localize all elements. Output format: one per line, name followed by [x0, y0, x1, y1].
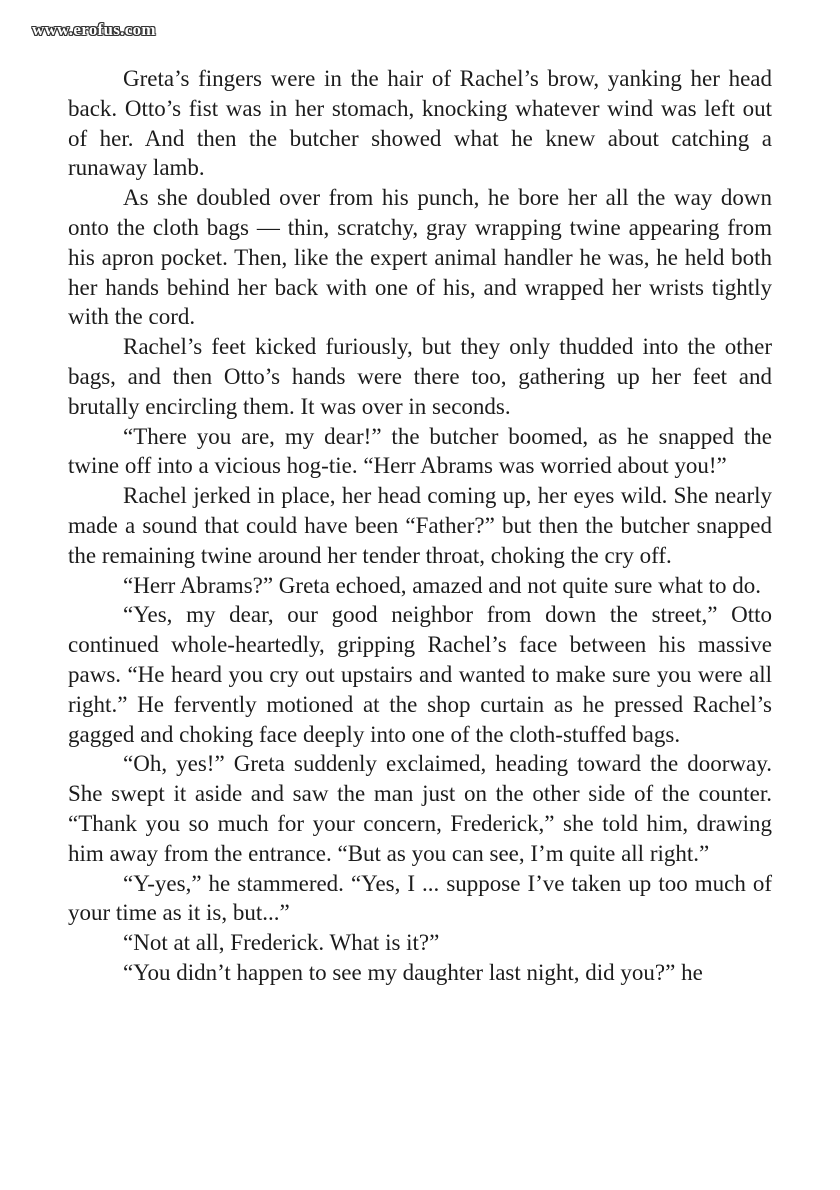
paragraph: Rachel’s feet kicked furiously, but they only thudded into the other bags, and then Otto’s hands were there too, gathering up her feet and brutally encircling them. It was over in seconds.	[68, 334, 772, 419]
paragraph: “Oh, yes!” Greta suddenly exclaimed, heading toward the doorway. She swept it aside and saw the man just on the other side of the counter. “Thank you so much for your concern, Frederick,” she told him, drawing him away from the entrance. “But as you can see, I’m quite all right.”	[68, 751, 772, 866]
paragraph: “There you are, my dear!” the butcher boomed, as he snapped the twine off into a vicious hog-tie. “Herr Abrams was worried about you!”	[68, 423, 772, 479]
paragraph: “Yes, my dear, our good neighbor from down the street,” Otto continued whole-heartedly, gripping Rachel’s face between his massive paws. “He heard you cry out upstairs and wanted to make sure you were all right.” He fervently motioned at the shop curtain as he pressed Rachel’s gagged and choking face deeply into one of the cloth-stuffed bags.	[68, 602, 772, 747]
paragraph: Greta’s fingers were in the hair of Rachel’s brow, yanking her head back. Otto’s fist was in her stomach, knocking whatever wind was left out of her. And then the butcher showed what he knew about catching a runaway lamb.	[68, 66, 772, 181]
paragraph: “You didn’t happen to see my daughter last night, did you?” he	[123, 959, 703, 985]
page-body	[68, 64, 772, 988]
paragraph: “Not at all, Frederick. What is it?”	[123, 930, 440, 956]
paragraph: “Herr Abrams?” Greta echoed, amazed and not quite sure what to do.	[123, 572, 761, 598]
paragraph: As she doubled over from his punch, he bore her all the way down onto the cloth bags — thin, scratchy, gray wrapping twine appearing from his apron pocket. Then, like the expert animal handler he was, he held both her hands behind her back with one of his, and wrapped her wrists tightly with the cord.	[68, 185, 772, 330]
paragraph: “Y-yes,” he stammered. “Yes, I ... suppose I’ve taken up too much of your time as it is, but...”	[68, 870, 772, 926]
paragraph: Rachel jerked in place, her head coming up, her eyes wild. She nearly made a sound that could have been “Father?” but then the butcher snapped the remaining twine around her tender throat, choking the cry off.	[68, 483, 772, 568]
watermark-logo: www.erofus.com	[32, 20, 156, 39]
